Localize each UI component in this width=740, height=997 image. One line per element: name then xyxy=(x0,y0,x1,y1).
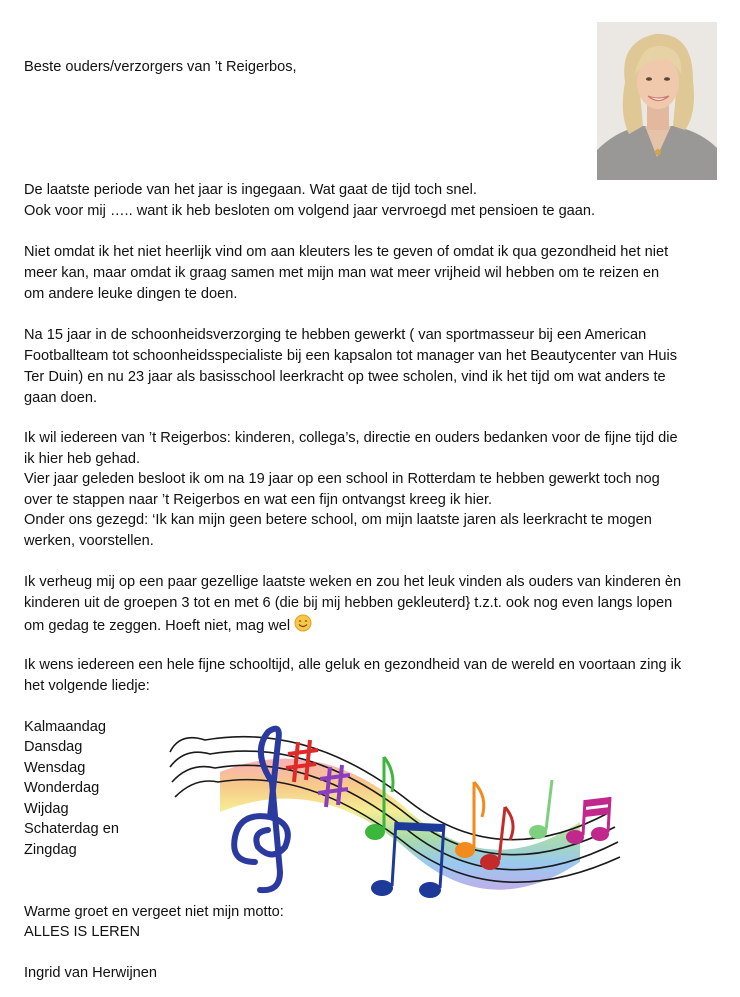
paragraph-line: Na 15 jaar in de schoonheidsverzorging te hebben gewerkt ( van sportmasseur bij een American xyxy=(24,327,647,343)
paragraph-text: om gedag te zeggen. Hoeft niet, mag wel xyxy=(24,618,291,634)
paragraph-line: gaan doen. xyxy=(24,390,98,406)
paragraph-line: Vier jaar geleden besloot ik om na 19 jaar op een school in Rotterdam te hebben gewerkt toch nog xyxy=(24,471,660,487)
song-line: Dansdag xyxy=(24,739,83,755)
song-line: Kalmaandag xyxy=(24,719,106,735)
author-portrait xyxy=(597,22,717,180)
paragraph-line: over te stappen naar ’t Reigerbos en wat een fijn ontvangst kreeg ik hier. xyxy=(24,492,493,508)
song-line: Zingdag xyxy=(24,842,77,858)
paragraph-line: Niet omdat ik het niet heerlijk vind om aan kleuters les te geven of omdat ik qua gezondheid het niet xyxy=(24,244,669,260)
motto: ALLES IS LEREN xyxy=(24,924,140,940)
music-notes-illustration xyxy=(160,712,630,912)
paragraph-line: Ik wil iedereen van ’t Reigerbos: kinderen, collega’s, directie en ouders bedanken voor de fijne tijd die xyxy=(24,430,678,446)
paragraph-line: meer kan, maar omdat ik graag samen met mijn man wat meer vrijheid wil hebben om te reizen en xyxy=(24,265,660,281)
paragraph-line: Onder ons gezegd: ‘Ik kan mijn geen betere school, om mijn laatste jaren als leerkracht te mogen xyxy=(24,512,652,528)
paragraph-line: Ter Duin) en nu 23 jaar als basisschool leerkracht op twee scholen, vind ik het tijd om wat anders te xyxy=(24,369,666,385)
closing-line: Warme groet en vergeet niet mijn motto: xyxy=(24,904,284,920)
paragraph-line: het volgende liedje: xyxy=(24,678,150,694)
greeting: Beste ouders/verzorgers van ’t Reigerbos, xyxy=(24,59,297,75)
paragraph-line: Ook voor mij ….. want ik heb besloten om volgend jaar vervroegd met pensioen te gaan. xyxy=(24,203,596,219)
paragraph-line: kinderen uit de groepen 3 tot en met 6 (die bij mij hebben gekleuterd} t.z.t. ook nog even langs lopen xyxy=(24,595,673,611)
song-line: Wensdag xyxy=(24,760,86,776)
paragraph-line: Ik verheug mij op een paar gezellige laatste weken en zou het leuk vinden als ouders van kinderen èn xyxy=(24,574,682,590)
paragraph-line: ik hier heb gehad. xyxy=(24,451,141,467)
paragraph-line: De laatste periode van het jaar is ingegaan. Wat gaat de tijd toch snel. xyxy=(24,182,477,198)
paragraph-line: om andere leuke dingen te doen. xyxy=(24,286,238,302)
paragraph-line: Ik wens iedereen een hele fijne schooltijd, alle geluk en gezondheid van de wereld en voortaan zing ik xyxy=(24,657,682,673)
signature: Ingrid van Herwijnen xyxy=(24,965,158,981)
song-line: Wonderdag xyxy=(24,780,100,796)
song-line: Schaterdag en xyxy=(24,821,119,837)
paragraph-line: Footballteam tot schoonheidsspecialiste bij een kapsalon tot manager van het Beautycenter van Huis xyxy=(24,348,678,364)
paragraph-line: werken, voorstellen. xyxy=(24,533,154,549)
song-line: Wijdag xyxy=(24,801,69,817)
paragraph-line xyxy=(24,614,312,638)
smiling-face-icon xyxy=(294,614,312,638)
